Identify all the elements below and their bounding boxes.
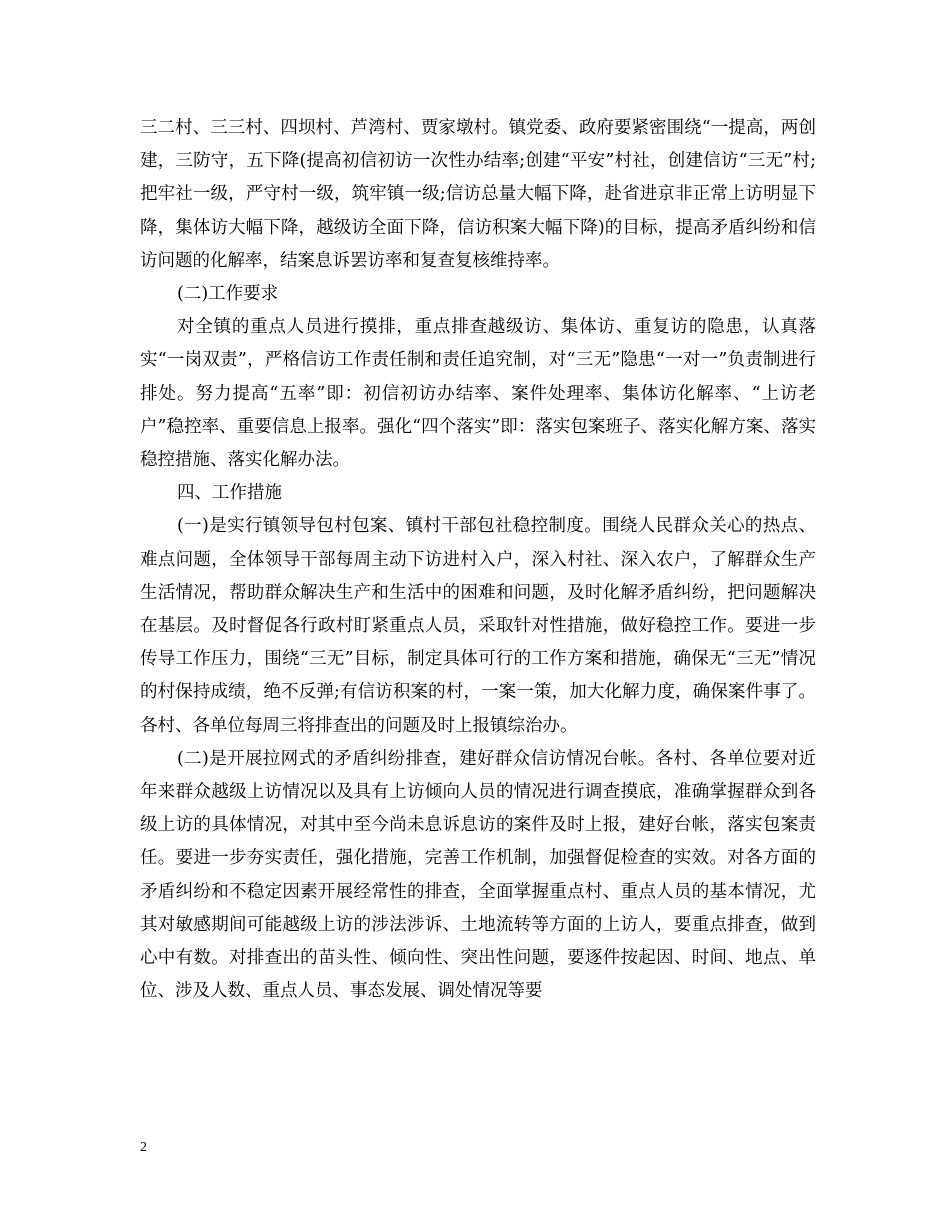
paragraph-3: (一)是实行镇领导包村包案、镇村干部包社稳控制度。围绕人民群众关心的热点、难点问题，全体领导干部每周主动下访进村入户，深入村社、深入农户，了解群众生产生活情况，帮助群众解决生产和生活中的困难和问题，及时化解矛盾纠纷，把问题解决在基层。及时督促各行政村盯紧重点人员，采取针对性措施，做好稳控工作。要进一步传导工作压力，围绕“三无”目标，制定具体可行的工作方案和措施，确保无“三无”情况的村保持成绩，绝不反弹;有信访积案的村，一案一策，加大化解力度，确保案件事了。各村、各单位每周三将排查出的问题及时上报镇综治办。 [140, 516, 816, 736]
subheading-work-requirements: (二)工作要求 [177, 284, 279, 305]
page-number: 2 [140, 1140, 147, 1155]
paragraph-4: (二)是开展拉网式的矛盾纠纷排查，建好群众信访情况台帐。各村、各单位要对近年来群众越级上访情况以及具有上访倾向人员的情况进行调查摸底，准确掌握群众到各级上访的具体情况，对其中至今尚未息诉息访的案件及时上报，建好台帐，落实包案责任。要进一步夯实责任，强化措施，完善工作机制，加强督促检查的实效。对各方面的矛盾纠纷和不稳定因素开展经常性的排查，全面掌握重点村、重点人员的基本情况，尤其对敏感期间可能越级上访的涉法涉诉、土地流转等方面的上访人，要重点排查，做到心中有数。对排查出的苗头性、倾向性、突出性问题，要逐件按起因、时间、地点、单位、涉及人数、重点人员、事态发展、调处情况等要 [140, 748, 816, 1002]
paragraph-1: 三二村、三三村、四坝村、芦湾村、贾家墩村。镇党委、政府要紧密围绕“一提高，两创建，三防守，五下降(提高初信初访一次性办结率;创建“平安”村社，创建信访“三无”村;把牢社一级，严守村一级，筑牢镇一级;信访总量大幅下降，赴省进京非正常上访明显下降，集体访大幅下降，越级访全面下降，信访积案大幅下降)的目标，提高矛盾纠纷和信访问题的化解率，结案息诉罢访率和复查复核维持率。 [140, 118, 816, 271]
paragraph-2: 对全镇的重点人员进行摸排，重点排查越级访、集体访、重复访的隐患，认真落实“一岗双责”，严格信访工作责任制和责任追究制，对“三无”隐患“一对一”负责制进行排处。努力提高“五率”即：初信初访办结率、案件处理率、集体访化解率、“上访老户”稳控率、重要信息上报率。强化“四个落实”即：落实包案班子、落实化解方案、落实稳控措施、落实化解办法。 [140, 317, 816, 471]
heading-work-measures: 四、工作措施 [177, 483, 282, 504]
document-body [140, 112, 816, 1008]
